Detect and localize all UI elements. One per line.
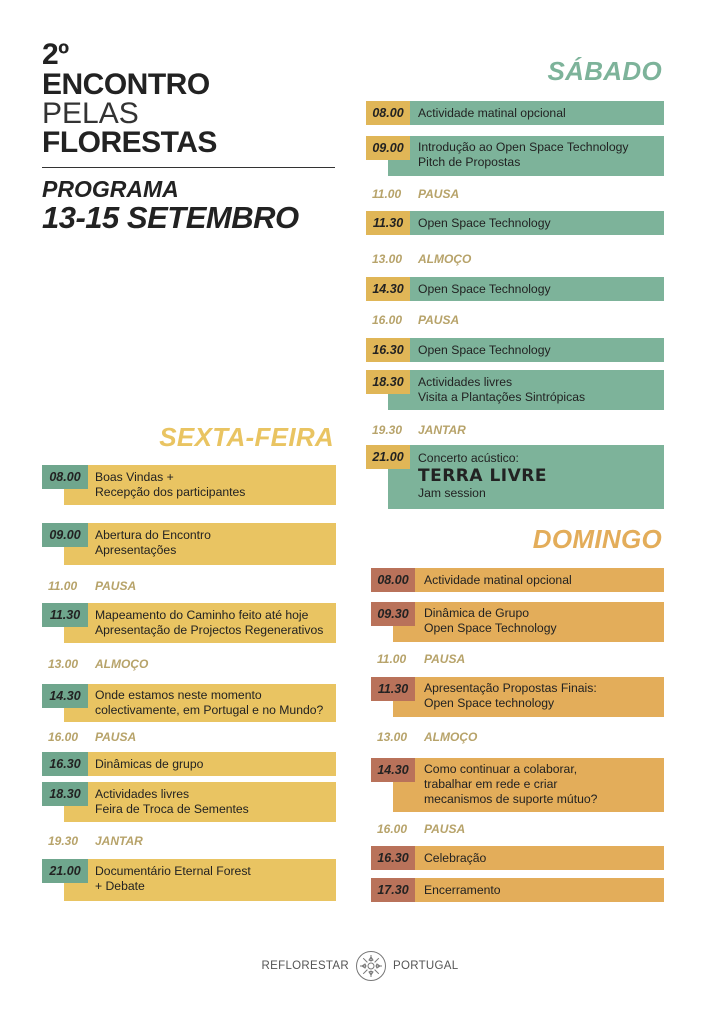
row-time: 14.30 (371, 758, 415, 782)
row-time: 18.30 (42, 782, 88, 806)
band-logo-terra-livre: TERRA LIVRE (418, 466, 547, 486)
row-time: 11.30 (371, 677, 415, 701)
title-line-3: FLORESTAS (42, 126, 217, 159)
edition-number: 2º (42, 38, 69, 71)
row-text-line: Onde estamos neste momento (95, 688, 262, 702)
schedule-row (42, 523, 336, 565)
schedule-row (366, 211, 664, 235)
schedule-row (371, 878, 664, 902)
row-time: 19.30 (372, 423, 403, 437)
row-time: 16.30 (371, 846, 415, 870)
row-text-line: Introdução ao Open Space Technology (418, 140, 629, 154)
schedule-row (42, 859, 336, 901)
schedule-row (366, 370, 664, 410)
schedule-row (371, 602, 664, 642)
row-time: 11.00 (372, 187, 402, 201)
row-text (95, 864, 251, 894)
row-time: 19.30 (48, 834, 79, 848)
brand-name-left: REFLORESTAR (261, 960, 349, 972)
event-dates: 13-15 SETEMBRO (42, 200, 299, 235)
day-title-sexta: SEXTA-FEIRA (159, 422, 334, 452)
row-time: 14.30 (42, 684, 88, 708)
schedule-row (42, 465, 336, 505)
row-time: 11.00 (48, 579, 78, 593)
row-time: 16.00 (48, 730, 79, 744)
row-text-line: + Debate (95, 879, 145, 893)
row-time: 09.30 (371, 602, 415, 626)
title-line-1: ENCONTRO (42, 68, 210, 101)
row-text-line: Apresentação de Projectos Regenerativos (95, 623, 324, 637)
break-row (42, 652, 336, 676)
row-text: PAUSA (424, 652, 466, 666)
break-row (366, 418, 664, 442)
row-text: PAUSA (424, 822, 466, 836)
schedule-row (366, 277, 664, 301)
row-time: 16.00 (377, 822, 408, 836)
row-text: Open Space Technology (418, 343, 551, 357)
break-row (371, 725, 664, 749)
row-text (95, 470, 245, 500)
day-title-sabado: SÁBADO (547, 56, 662, 86)
row-text: PAUSA (418, 187, 460, 201)
row-text: PAUSA (95, 579, 137, 593)
row-time: 08.00 (371, 568, 415, 592)
row-text (95, 528, 211, 558)
schedule-row (371, 568, 664, 592)
row-text-line: Apresentações (95, 543, 177, 557)
schedule-row (366, 101, 664, 125)
row-time: 09.00 (42, 523, 88, 547)
row-text-line: Documentário Eternal Forest (95, 864, 251, 878)
row-time: 09.00 (366, 136, 410, 160)
row-text (424, 606, 557, 636)
break-row (42, 574, 336, 598)
row-text-line: Pitch de Propostas (418, 155, 521, 169)
brand-name-right: PORTUGAL (392, 960, 459, 972)
row-text: ALMOÇO (95, 657, 149, 671)
row-time: 17.30 (371, 878, 415, 902)
schedule-row (366, 136, 664, 176)
row-text (95, 688, 323, 718)
row-text: JANTAR (95, 834, 143, 848)
row-text-line: Dinâmica de Grupo (424, 606, 529, 620)
row-text-line: Visita a Plantações Sintrópicas (418, 390, 586, 404)
row-text (418, 375, 585, 405)
footer-brand (0, 949, 720, 983)
row-text: ALMOÇO (418, 252, 472, 266)
row-text-line: Open Space Technology (424, 621, 557, 635)
schedule-row (42, 782, 336, 822)
row-text: JANTAR (418, 423, 466, 437)
row-text-line: Mapeamento do Caminho feito até hoje (95, 608, 309, 622)
row-time: 21.00 (42, 859, 88, 883)
row-text-line: Abertura do Encontro (95, 528, 211, 542)
row-text: Open Space Technology (418, 216, 551, 230)
row-text (424, 681, 597, 711)
row-time: 16.30 (42, 752, 88, 776)
title-line-2: PELAS (42, 97, 139, 130)
row-text: Actividade matinal opcional (418, 106, 566, 120)
row-text-line: Actividades livres (418, 375, 513, 389)
row-time: 14.30 (366, 277, 410, 301)
row-text-line: Open Space technology (424, 696, 555, 710)
break-row (366, 182, 664, 206)
schedule-row (42, 603, 336, 643)
row-time: 16.30 (366, 338, 410, 362)
row-text-line: trabalhar em rede e criar (424, 777, 558, 791)
row-time: 18.30 (366, 370, 410, 394)
row-text: PAUSA (95, 730, 137, 744)
break-row (366, 308, 664, 332)
row-text-line: Feira de Troca de Sementes (95, 802, 249, 816)
row-text: Encerramento (424, 883, 501, 897)
row-text: Actividade matinal opcional (424, 573, 572, 587)
row-time: 16.00 (372, 313, 403, 327)
schedule-row (371, 758, 664, 812)
row-text-line: mecanismos de suporte mútuo? (424, 792, 598, 806)
schedule-row (366, 445, 664, 509)
row-text: Open Space Technology (418, 282, 551, 296)
break-row (42, 829, 336, 853)
row-text-line: Recepção dos participantes (95, 485, 246, 499)
row-time: 21.00 (366, 445, 410, 469)
header-divider (42, 167, 335, 168)
row-time: 08.00 (42, 465, 88, 489)
row-text: PAUSA (418, 313, 460, 327)
break-row (371, 647, 664, 671)
row-text-line: Jam session (418, 486, 486, 500)
event-header (42, 40, 337, 234)
row-text (418, 140, 629, 170)
row-text-line: Como continuar a colaborar, (424, 762, 578, 776)
programa-label: PROGRAMA (42, 176, 179, 202)
schedule-row (371, 677, 664, 717)
row-text-line: Actividades livres (95, 787, 190, 801)
sun-flower-icon (355, 950, 387, 982)
row-time: 08.00 (366, 101, 410, 125)
row-time: 11.00 (377, 652, 407, 666)
schedule-row (42, 752, 336, 776)
row-text (424, 762, 597, 807)
row-time: 11.30 (366, 211, 410, 235)
day-title-domingo: DOMINGO (532, 524, 662, 554)
row-text (95, 608, 323, 638)
row-text-line: Boas Vindas + (95, 470, 174, 484)
schedule-row (42, 684, 336, 722)
row-text (95, 787, 249, 817)
schedule-row (366, 338, 664, 362)
row-time: 13.00 (377, 730, 408, 744)
break-row (42, 725, 336, 749)
row-time: 13.00 (372, 252, 403, 266)
row-text-line: Apresentação Propostas Finais: (424, 681, 597, 695)
row-time: 11.30 (42, 603, 88, 627)
row-text: Dinâmicas de grupo (95, 757, 204, 771)
row-time: 13.00 (48, 657, 79, 671)
row-text-line: colectivamente, em Portugal e no Mundo? (95, 703, 324, 717)
row-text-line: Concerto acústico: (418, 451, 519, 465)
row-text: Celebração (424, 851, 487, 865)
row-text: ALMOÇO (424, 730, 478, 744)
break-row (371, 817, 664, 841)
schedule-row (371, 846, 664, 870)
row-text (418, 451, 547, 501)
break-row (366, 247, 664, 271)
